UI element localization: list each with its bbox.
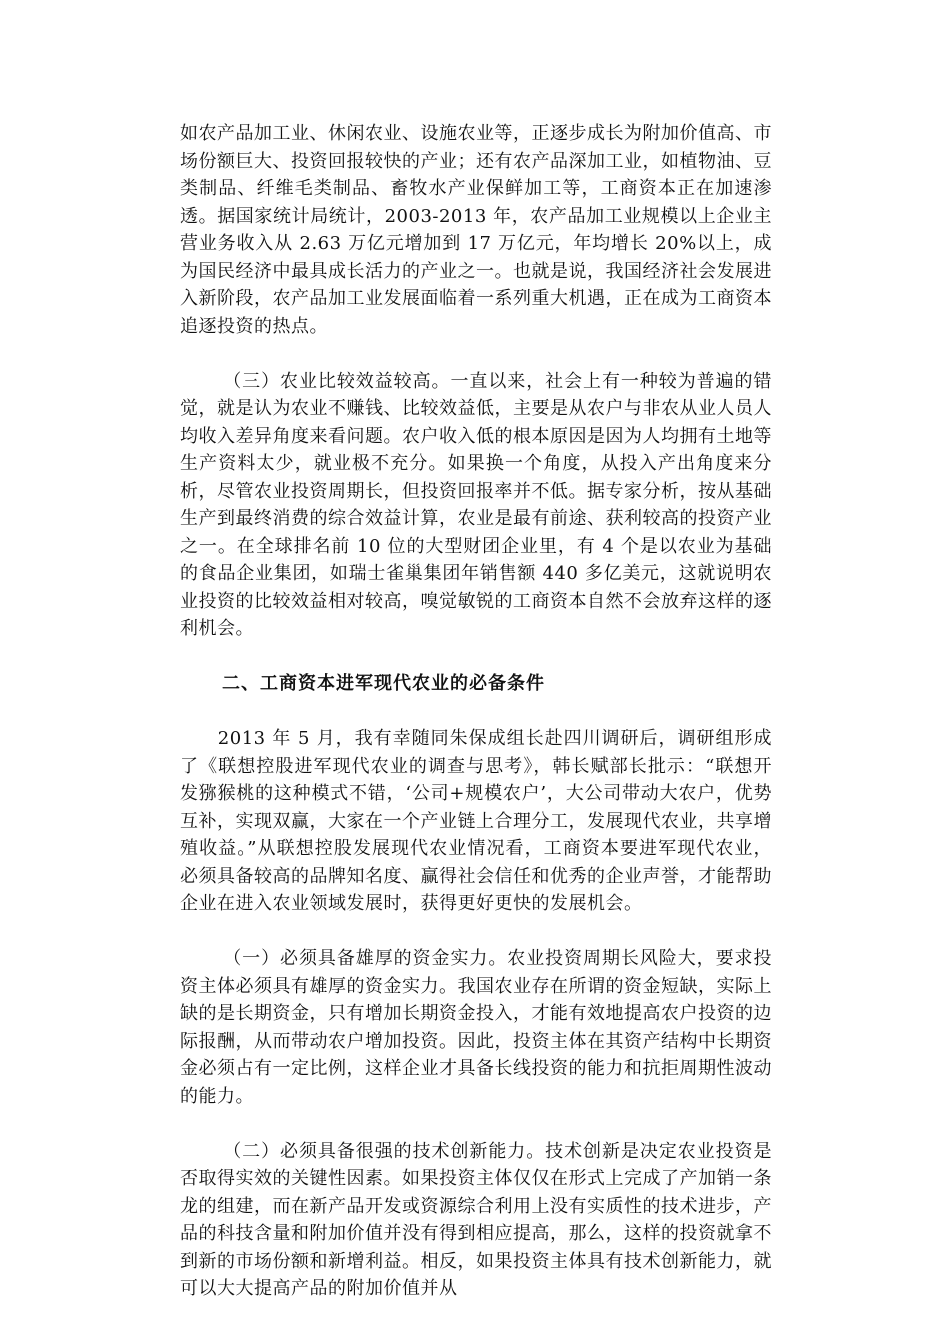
paragraph-comparative-benefit: （三）农业比较效益较高。一直以来，社会上有一种较为普遍的错觉，就是认为农业不赚钱、比较效益低，主要是从农户与非农从业人员人均收入差异角度来看问题。农户收入低的根本原因是因为人均拥有土地等生产资料太少，就业极不充分。如果换一个角度，从投入产出角度来分析，尽管农业投资周期长，但投资回报率并不低。据专家分析，按从基础生产到最终消费的综合效益计算，农业是最有前途、获利较高的投资产业之一。在全球排名前 10 位的大型财团企业里，有 4 个是以农业为基础的食品企业集团，如瑞士雀巢集团年销售额 440 多亿美元，这就说明农业投资的比较效益相对较高，嗅觉敏锐的工商资本自然不会放弃这样的逐利机会。	[180, 370, 772, 639]
document-body	[180, 120, 772, 1330]
paragraph-tech-innovation: （二）必须具备很强的技术创新能力。技术创新是决定农业投资是否取得实效的关键性因素。如果投资主体仅仅在形式上完成了产加销一条龙的组建，而在新产品开发或资源综合利用上没有实质性的技术进步，产品的科技含量和附加价值并没有得到相应提高，那么，这样的投资就拿不到新的市场份额和新增利益。相反，如果投资主体具有技术创新能力，就可以大大提高产品的附加价值并从	[180, 1140, 772, 1299]
paragraph-lenovo-survey: 2013 年 5 月，我有幸随同朱保成组长赴四川调研后，调研组形成了《联想控股进军现代农业的调查与思考》，韩长赋部长批示：“联想开发猕猴桃的这种模式不错，‘公司+规模农户’，大公司带动大农户，优势互补，实现双赢，大家在一个产业链上合理分工，发展现代农业，共享增殖收益。”从联想控股发展现代农业情况看，工商资本要进军现代农业，必须具备较高的品牌知名度、赢得社会信任和优秀的企业声誉，才能帮助企业在进入农业领域发展时，获得更好更快的发展机会。	[180, 728, 772, 914]
paragraph-capital-strength: （一）必须具备雄厚的资金实力。农业投资周期长风险大，要求投资主体必须具有雄厚的资金实力。我国农业存在所谓的资金短缺，实际上缺的是长期资金，只有增加长期资金投入，才能有效地提高农户投资的边际报酬，从而带动农户增加投资。因此，投资主体在其资产结构中长期资金必须占有一定比例，这样企业才具备长线投资的能力和抗拒周期性波动的能力。	[180, 948, 772, 1107]
section-heading-prerequisites: 二、工商资本进军现代农业的必备条件	[222, 673, 545, 694]
paragraph-agri-processing: 如农产品加工业、休闲农业、设施农业等，正逐步成长为附加价值高、市场份额巨大、投资回报较快的产业；还有农产品深加工业，如植物油、豆类制品、纤维毛类制品、畜牧水产业保鲜加工等，工商资本正在加速渗透。据国家统计局统计，2003-2013 年，农产品加工业规模以上企业主营业务收入从 2.63 万亿元增加到 17 万亿元，年均增长 20%以上，成为国民经济中最具成长活力的产业之一。也就是说，我国经济社会发展进入新阶段，农产品加工业发展面临着一系列重大机遇，正在成为工商资本追逐投资的热点。	[180, 123, 772, 337]
